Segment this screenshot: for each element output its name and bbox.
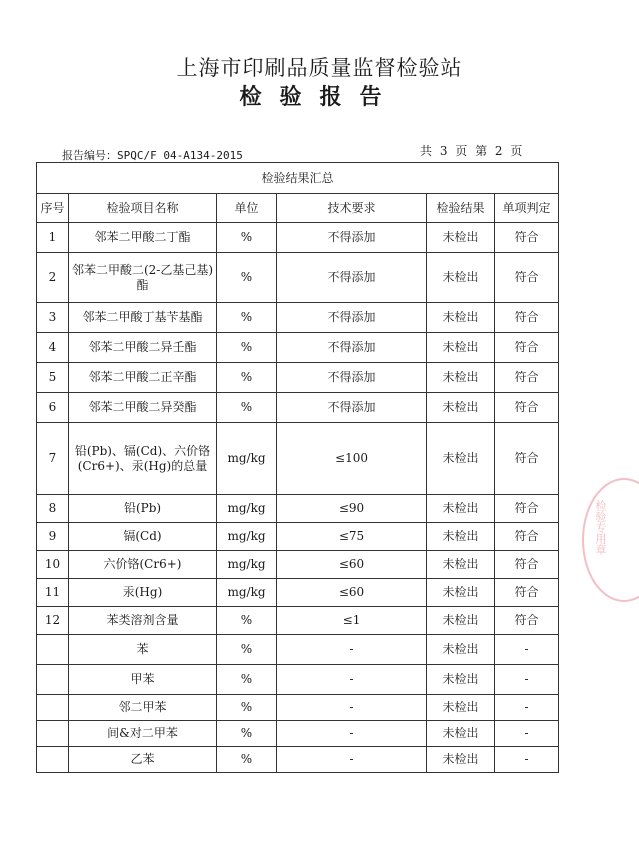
cell-verdict: 符合	[495, 607, 559, 635]
cell-verdict: 符合	[495, 523, 559, 551]
cell-no	[37, 635, 69, 665]
cell-verdict: -	[495, 747, 559, 773]
cell-no: 4	[37, 333, 69, 363]
cell-verdict: 符合	[495, 253, 559, 303]
cell-unit: %	[217, 253, 277, 303]
cell-unit: %	[217, 635, 277, 665]
cell-result: 未检出	[427, 607, 495, 635]
cell-verdict: -	[495, 721, 559, 747]
cell-verdict: 符合	[495, 579, 559, 607]
cell-result: 未检出	[427, 223, 495, 253]
cell-unit: %	[217, 333, 277, 363]
cell-unit: %	[217, 665, 277, 695]
page-info: 共 3 页 第 2 页	[420, 144, 523, 158]
cell-result: 未检出	[427, 495, 495, 523]
column-header: 单项判定	[495, 194, 559, 223]
cell-verdict: 符合	[495, 495, 559, 523]
cell-req: -	[277, 635, 427, 665]
cell-no: 8	[37, 495, 69, 523]
cell-unit: %	[217, 747, 277, 773]
cell-result: 未检出	[427, 665, 495, 695]
cell-unit: %	[217, 223, 277, 253]
column-header: 技术要求	[277, 194, 427, 223]
table-row	[37, 551, 559, 579]
table-row	[37, 423, 559, 495]
cell-unit: %	[217, 607, 277, 635]
cell-unit: %	[217, 695, 277, 721]
cell-result: 未检出	[427, 721, 495, 747]
cell-no: 12	[37, 607, 69, 635]
cell-result: 未检出	[427, 303, 495, 333]
cell-name: 邻苯二甲酸二异壬酯	[69, 333, 217, 363]
cell-req: -	[277, 747, 427, 773]
cell-verdict: 符合	[495, 393, 559, 423]
cell-verdict: -	[495, 695, 559, 721]
table-row	[37, 579, 559, 607]
table-row	[37, 253, 559, 303]
column-header: 检验结果	[427, 194, 495, 223]
table-row	[37, 747, 559, 773]
cell-name: 邻二甲苯	[69, 695, 217, 721]
cell-result: 未检出	[427, 363, 495, 393]
cell-name: 汞(Hg)	[69, 579, 217, 607]
cell-no: 11	[37, 579, 69, 607]
cell-unit: mg/kg	[217, 423, 277, 495]
cell-no: 2	[37, 253, 69, 303]
cell-req: ≤60	[277, 551, 427, 579]
cell-no: 6	[37, 393, 69, 423]
cell-unit: %	[217, 363, 277, 393]
cell-req: ≤60	[277, 579, 427, 607]
cell-result: 未检出	[427, 523, 495, 551]
cell-name: 邻苯二甲酸二正辛酯	[69, 363, 217, 393]
cell-req: -	[277, 665, 427, 695]
cell-result: 未检出	[427, 551, 495, 579]
table-row	[37, 635, 559, 665]
cell-no	[37, 721, 69, 747]
cell-name: 邻苯二甲酸二丁酯	[69, 223, 217, 253]
cell-result: 未检出	[427, 747, 495, 773]
cell-req: ≤1	[277, 607, 427, 635]
stamp-text: 检验专用章	[594, 500, 607, 555]
cell-name: 邻苯二甲酸二(2-乙基己基)酯	[69, 253, 217, 303]
cell-no: 9	[37, 523, 69, 551]
cell-verdict: 符合	[495, 551, 559, 579]
table-row	[37, 523, 559, 551]
org-title: 上海市印刷品质量监督检验站	[176, 56, 463, 80]
cell-result: 未检出	[427, 423, 495, 495]
cell-unit: mg/kg	[217, 495, 277, 523]
cell-name: 镉(Cd)	[69, 523, 217, 551]
cell-verdict: 符合	[495, 223, 559, 253]
cell-unit: %	[217, 721, 277, 747]
table-row	[37, 223, 559, 253]
cell-name: 六价铬(Cr6+)	[69, 551, 217, 579]
cell-verdict: -	[495, 665, 559, 695]
cell-req: 不得添加	[277, 223, 427, 253]
official-stamp	[582, 478, 639, 602]
cell-no: 7	[37, 423, 69, 495]
cell-name: 邻苯二甲酸丁基苄基酯	[69, 303, 217, 333]
cell-req: ≤75	[277, 523, 427, 551]
cell-result: 未检出	[427, 579, 495, 607]
cell-no: 5	[37, 363, 69, 393]
cell-name: 间&对二甲苯	[69, 721, 217, 747]
cell-req: 不得添加	[277, 363, 427, 393]
table-row	[37, 695, 559, 721]
cell-name: 邻苯二甲酸二异癸酯	[69, 393, 217, 423]
cell-unit: %	[217, 393, 277, 423]
cell-name: 甲苯	[69, 665, 217, 695]
cell-verdict: -	[495, 635, 559, 665]
report-number: 报告编号：SPQC/F 04-A134-2015	[62, 149, 243, 162]
cell-verdict: 符合	[495, 303, 559, 333]
cell-req: 不得添加	[277, 333, 427, 363]
cell-req: -	[277, 721, 427, 747]
cell-req: ≤100	[277, 423, 427, 495]
table-row	[37, 721, 559, 747]
table-row	[37, 333, 559, 363]
cell-unit: mg/kg	[217, 523, 277, 551]
cell-result: 未检出	[427, 253, 495, 303]
cell-name: 苯类溶剂含量	[69, 607, 217, 635]
column-header: 单位	[217, 194, 277, 223]
table-row	[37, 495, 559, 523]
column-header: 序号	[37, 194, 69, 223]
table-row	[37, 303, 559, 333]
cell-name: 乙苯	[69, 747, 217, 773]
report-title: 检验报告	[239, 85, 400, 110]
cell-no	[37, 665, 69, 695]
table-row	[37, 363, 559, 393]
column-header: 检验项目名称	[69, 194, 217, 223]
cell-no: 1	[37, 223, 69, 253]
cell-verdict: 符合	[495, 333, 559, 363]
cell-name: 铅(Pb)、镉(Cd)、六价铬(Cr6+)、汞(Hg)的总量	[69, 423, 217, 495]
table-row	[37, 607, 559, 635]
cell-name: 铅(Pb)	[69, 495, 217, 523]
cell-no	[37, 747, 69, 773]
cell-result: 未检出	[427, 635, 495, 665]
cell-req: ≤90	[277, 495, 427, 523]
cell-no: 3	[37, 303, 69, 333]
cell-result: 未检出	[427, 695, 495, 721]
cell-unit: mg/kg	[217, 551, 277, 579]
cell-unit: %	[217, 303, 277, 333]
table-caption: 检验结果汇总	[37, 163, 559, 194]
cell-unit: mg/kg	[217, 579, 277, 607]
table-row	[37, 393, 559, 423]
cell-no	[37, 695, 69, 721]
cell-result: 未检出	[427, 393, 495, 423]
cell-req: 不得添加	[277, 393, 427, 423]
cell-req: 不得添加	[277, 303, 427, 333]
table-row	[37, 665, 559, 695]
cell-no: 10	[37, 551, 69, 579]
cell-req: -	[277, 695, 427, 721]
cell-verdict: 符合	[495, 423, 559, 495]
cell-name: 苯	[69, 635, 217, 665]
results-table	[36, 162, 559, 773]
cell-verdict: 符合	[495, 363, 559, 393]
cell-req: 不得添加	[277, 253, 427, 303]
cell-result: 未检出	[427, 333, 495, 363]
